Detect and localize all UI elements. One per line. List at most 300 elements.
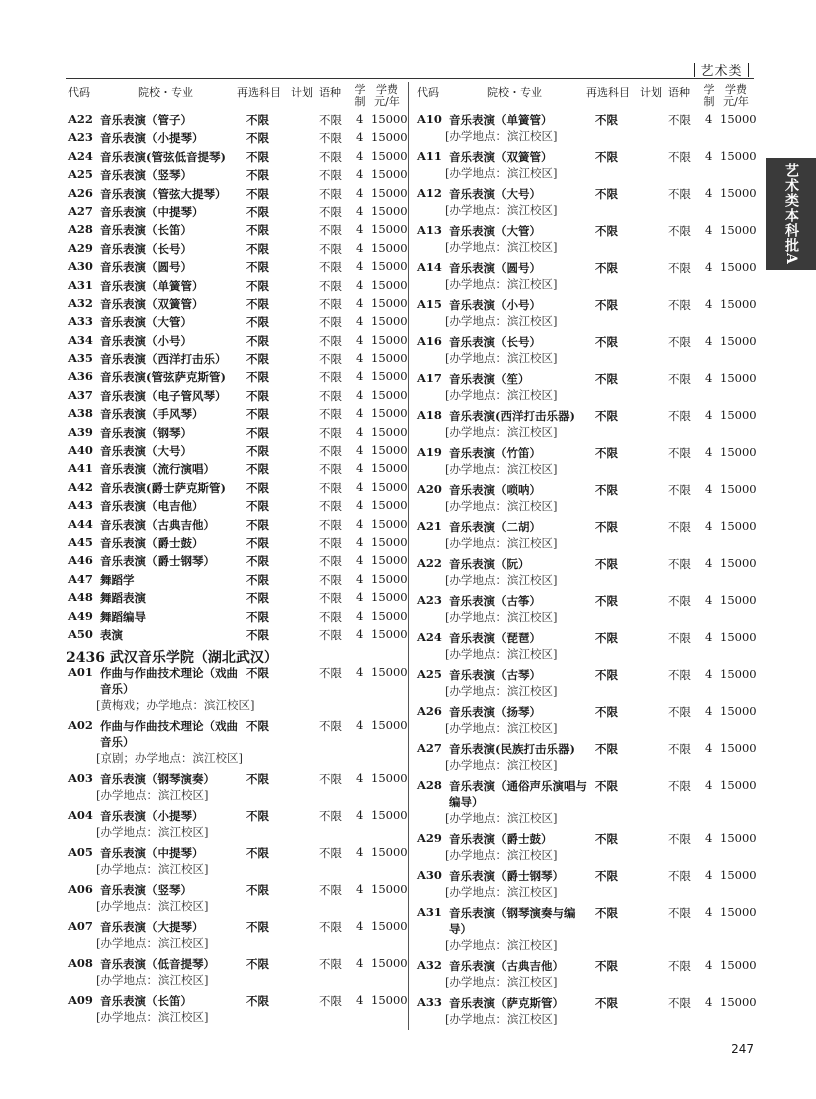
row-code: A05 [68, 845, 93, 860]
school-title: 2436 武汉音乐学院（湖北武汉） [66, 650, 278, 667]
table-row [66, 167, 406, 185]
row-years: 4 [356, 167, 364, 182]
row-fee: 15000 [371, 590, 408, 605]
table-row [415, 297, 755, 329]
row-code: A22 [417, 556, 442, 570]
row-subject: 不限 [246, 809, 269, 824]
table-row [415, 260, 755, 292]
column-divider [408, 82, 409, 1030]
row-code: A12 [417, 186, 442, 200]
row-note: [办学地点：滨江校区] [445, 536, 558, 550]
row-major: 音乐表演（笙） [449, 372, 530, 386]
row-lang: 不限 [668, 224, 691, 238]
table-row [415, 593, 755, 625]
row-fee: 15000 [720, 905, 757, 919]
table-row [415, 186, 755, 218]
header-plan: 计划 [291, 86, 313, 99]
row-major: 音乐表演（单簧管） [100, 278, 204, 293]
row-fee: 15000 [720, 519, 757, 533]
table-row [415, 149, 755, 181]
row-years: 4 [356, 443, 364, 458]
row-note: [办学地点：滨江校区] [445, 314, 558, 328]
row-subject: 不限 [246, 772, 269, 787]
table-row [415, 112, 755, 144]
row-lang: 不限 [319, 920, 342, 935]
row-years: 4 [356, 295, 364, 310]
row-major: 音乐表演（双簧管） [449, 150, 553, 164]
right-column-header [415, 82, 755, 112]
table-row [66, 590, 406, 608]
row-fee: 15000 [371, 277, 408, 292]
row-code: A30 [68, 259, 93, 274]
row-years: 4 [356, 130, 364, 145]
row-note: [办学地点：滨江校区] [445, 129, 558, 143]
row-note: [办学地点：滨江校区] [96, 973, 209, 988]
row-years: 4 [356, 665, 364, 680]
row-lang: 不限 [319, 315, 342, 330]
row-code: A32 [68, 295, 93, 310]
row-major: 音乐表演（大管） [100, 315, 192, 330]
row-fee: 15000 [371, 112, 408, 126]
row-years: 4 [356, 479, 364, 494]
table-row [66, 296, 406, 314]
table-row [66, 993, 406, 1025]
row-major: 音乐表演（圆号） [100, 260, 192, 275]
row-fee: 15000 [720, 186, 757, 200]
row-note: [办学地点：滨江校区] [445, 811, 558, 825]
row-lang: 不限 [319, 517, 342, 532]
row-lang: 不限 [668, 668, 691, 682]
row-years: 4 [356, 332, 364, 347]
row-years: 4 [356, 498, 364, 513]
row-lang: 不限 [319, 535, 342, 550]
row-years: 4 [356, 314, 364, 329]
header-bar-right [748, 63, 750, 77]
row-years: 4 [705, 778, 713, 792]
row-major: 音乐表演(西洋打击乐器) [449, 409, 575, 423]
row-fee: 15000 [371, 956, 408, 971]
row-lang: 不限 [319, 149, 342, 164]
left-rows-a [66, 112, 406, 645]
row-major: 音乐表演（阮） [449, 557, 530, 571]
header-years-bottom: 制 [354, 95, 366, 108]
row-lang: 不限 [668, 906, 691, 920]
table-row [415, 995, 755, 1027]
row-years: 4 [356, 919, 364, 934]
table-row [66, 130, 406, 148]
row-major: 音乐表演（长笛） [100, 223, 192, 238]
row-major: 音乐表演（中提琴） [100, 846, 204, 861]
row-note: [办学地点：滨江校区] [96, 862, 209, 877]
row-lang: 不限 [319, 609, 342, 624]
row-major: 音乐表演（长号） [100, 241, 192, 256]
table-row [66, 498, 406, 516]
row-code: A03 [68, 771, 93, 786]
row-years: 4 [705, 112, 713, 126]
row-lang: 不限 [319, 131, 342, 146]
table-row [415, 519, 755, 551]
row-major: 音乐表演（二胡） [449, 520, 541, 534]
row-fee: 15000 [720, 297, 757, 311]
row-years: 4 [705, 593, 713, 607]
row-major: 音乐表演（小号） [100, 333, 192, 348]
row-subject: 不限 [246, 591, 269, 606]
row-subject: 不限 [246, 957, 269, 972]
table-row [415, 445, 755, 477]
row-years: 4 [705, 260, 713, 274]
table-row [66, 369, 406, 387]
row-code: A18 [417, 408, 442, 422]
row-major: 音乐表演（爵士鼓） [100, 535, 204, 550]
row-fee: 15000 [371, 993, 408, 1008]
row-fee: 15000 [720, 445, 757, 459]
row-major: 音乐表演（萨克斯管） [449, 996, 564, 1010]
row-major: 音乐表演（大号） [449, 187, 541, 201]
row-note: [办学地点：滨江校区] [445, 610, 558, 624]
row-lang: 不限 [319, 407, 342, 422]
row-lang: 不限 [668, 113, 691, 127]
row-subject: 不限 [246, 168, 269, 183]
row-note: [办学地点：滨江校区] [96, 788, 209, 803]
table-row [66, 461, 406, 479]
row-years: 4 [705, 630, 713, 644]
row-major: 音乐表演（爵士钢琴） [449, 869, 564, 883]
header-plan: 计划 [640, 86, 662, 99]
row-major: 音乐表演（竖琴） [100, 883, 192, 898]
table-row [66, 572, 406, 590]
row-subject: 不限 [595, 996, 618, 1010]
row-lang: 不限 [319, 591, 342, 606]
row-subject: 不限 [246, 627, 269, 642]
row-subject: 不限 [246, 666, 269, 681]
row-fee: 15000 [720, 667, 757, 681]
row-years: 4 [356, 277, 364, 292]
row-code: A15 [417, 297, 442, 311]
header-fee-bottom: 元/年 [723, 95, 749, 108]
row-lang: 不限 [319, 666, 342, 681]
row-years: 4 [705, 334, 713, 348]
row-code: A08 [68, 956, 93, 971]
row-major: 音乐表演（通俗声乐演唱与编导） [449, 779, 587, 809]
left-rows-b [66, 665, 406, 1025]
row-code: A20 [417, 482, 442, 496]
row-lang: 不限 [668, 869, 691, 883]
header-fee-bottom: 元/年 [374, 95, 400, 108]
row-code: A41 [68, 461, 93, 476]
row-note: [办学地点：滨江校区] [445, 203, 558, 217]
table-row [66, 627, 406, 645]
row-subject: 不限 [246, 517, 269, 532]
row-subject: 不限 [246, 352, 269, 367]
top-rule [66, 78, 754, 79]
row-major: 作曲与作曲技术理论（戏曲音乐） [100, 719, 238, 750]
row-years: 4 [356, 424, 364, 439]
row-subject: 不限 [246, 370, 269, 385]
row-major: 音乐表演（大提琴） [100, 920, 204, 935]
table-row [66, 259, 406, 277]
row-code: A22 [68, 112, 93, 126]
table-row [66, 425, 406, 443]
header-category-text: 艺术类 [700, 64, 743, 79]
row-years: 4 [356, 259, 364, 274]
row-lang: 不限 [319, 444, 342, 459]
row-fee: 15000 [371, 240, 408, 255]
row-lang: 不限 [319, 204, 342, 219]
row-years: 4 [705, 482, 713, 496]
row-lang: 不限 [319, 883, 342, 898]
row-years: 4 [356, 112, 364, 126]
row-code: A35 [68, 351, 93, 366]
table-row [66, 535, 406, 553]
row-code: A49 [68, 608, 93, 623]
row-years: 4 [705, 297, 713, 311]
row-major: 音乐表演（小号） [449, 298, 541, 312]
row-code: A06 [68, 882, 93, 897]
row-years: 4 [356, 553, 364, 568]
table-row [415, 868, 755, 900]
row-note: [办学地点：滨江校区] [445, 684, 558, 698]
row-subject: 不限 [246, 572, 269, 587]
row-fee: 15000 [720, 704, 757, 718]
row-fee: 15000 [371, 185, 408, 200]
table-row [66, 278, 406, 296]
row-years: 4 [705, 519, 713, 533]
row-lang: 不限 [319, 168, 342, 183]
row-fee: 15000 [720, 112, 757, 126]
row-code: A40 [68, 443, 93, 458]
row-code: A27 [68, 203, 93, 218]
row-fee: 15000 [371, 479, 408, 494]
row-code: A25 [417, 667, 442, 681]
row-note: [办学地点：滨江校区] [96, 899, 209, 914]
row-years: 4 [356, 461, 364, 476]
row-major: 舞蹈编导 [100, 609, 146, 624]
row-years: 4 [705, 186, 713, 200]
row-years: 4 [356, 608, 364, 623]
row-years: 4 [356, 148, 364, 163]
header-fee [366, 84, 408, 108]
row-code: A07 [68, 919, 93, 934]
row-major: 舞蹈学 [100, 572, 135, 587]
table-row [415, 741, 755, 773]
row-major: 音乐表演（手风琴） [100, 407, 204, 422]
row-lang: 不限 [319, 846, 342, 861]
row-subject: 不限 [595, 594, 618, 608]
row-major: 音乐表演（双簧管） [100, 296, 204, 311]
header-lang: 语种 [668, 86, 690, 99]
row-subject: 不限 [595, 557, 618, 571]
row-fee: 15000 [720, 482, 757, 496]
table-row [415, 334, 755, 366]
row-subject: 不限 [246, 462, 269, 477]
row-major: 作曲与作曲技术理论（戏曲音乐） [100, 666, 238, 697]
table-row [415, 630, 755, 662]
row-lang: 不限 [668, 187, 691, 201]
row-major: 音乐表演（古琴） [449, 668, 541, 682]
row-years: 4 [705, 868, 713, 882]
row-fee: 15000 [371, 369, 408, 384]
row-fee: 15000 [371, 571, 408, 586]
row-lang: 不限 [668, 446, 691, 460]
row-fee: 15000 [371, 498, 408, 513]
row-lang: 不限 [668, 705, 691, 719]
row-code: A24 [417, 630, 442, 644]
row-lang: 不限 [319, 462, 342, 477]
row-fee: 15000 [371, 553, 408, 568]
row-years: 4 [705, 741, 713, 755]
row-lang: 不限 [319, 425, 342, 440]
row-major: 音乐表演（低音提琴） [100, 957, 215, 972]
row-fee: 15000 [371, 295, 408, 310]
header-school: 院校・专业 [138, 86, 193, 99]
row-lang: 不限 [668, 779, 691, 793]
row-subject: 不限 [595, 335, 618, 349]
row-subject: 不限 [595, 372, 618, 386]
table-row [66, 388, 406, 406]
header-fee [715, 84, 757, 108]
row-note: [办学地点：滨江校区] [445, 938, 558, 952]
row-fee: 15000 [720, 334, 757, 348]
row-lang: 不限 [668, 483, 691, 497]
row-major: 音乐表演（管子） [100, 113, 192, 127]
header-years-top: 学 [354, 83, 366, 96]
row-fee: 15000 [720, 408, 757, 422]
row-major: 音乐表演（古典吉他） [449, 959, 564, 973]
row-lang: 不限 [319, 296, 342, 311]
row-subject: 不限 [246, 609, 269, 624]
row-code: A04 [68, 808, 93, 823]
table-row [415, 704, 755, 736]
row-years: 4 [705, 445, 713, 459]
row-code: A33 [68, 314, 93, 329]
row-code: A17 [417, 371, 442, 385]
row-years: 4 [705, 704, 713, 718]
row-lang: 不限 [319, 572, 342, 587]
row-code: A44 [68, 516, 93, 531]
row-lang: 不限 [319, 370, 342, 385]
row-fee: 15000 [371, 534, 408, 549]
row-years: 4 [356, 516, 364, 531]
row-lang: 不限 [319, 186, 342, 201]
row-years: 4 [705, 995, 713, 1009]
row-note: [办学地点：滨江校区] [445, 848, 558, 862]
row-code: A45 [68, 534, 93, 549]
row-subject: 不限 [595, 705, 618, 719]
row-years: 4 [705, 149, 713, 163]
table-row [415, 223, 755, 255]
row-major: 音乐表演（大号） [100, 444, 192, 459]
table-row [66, 845, 406, 877]
row-fee: 15000 [720, 149, 757, 163]
header-school: 院校・专业 [487, 86, 542, 99]
row-years: 4 [356, 718, 364, 733]
row-major: 音乐表演（竖琴） [100, 168, 192, 183]
table-row [66, 808, 406, 840]
row-fee: 15000 [371, 203, 408, 218]
table-row [66, 241, 406, 259]
row-years: 4 [356, 203, 364, 218]
header-subject: 再选科目 [237, 86, 281, 99]
row-code: A27 [417, 741, 442, 755]
row-code: A26 [417, 704, 442, 718]
row-years: 4 [356, 185, 364, 200]
row-fee: 15000 [371, 919, 408, 934]
row-lang: 不限 [319, 333, 342, 348]
table-row [66, 919, 406, 951]
row-subject: 不限 [246, 535, 269, 550]
header-code: 代码 [417, 86, 439, 99]
row-lang: 不限 [319, 809, 342, 824]
row-years: 4 [356, 993, 364, 1008]
row-years: 4 [356, 882, 364, 897]
row-years: 4 [356, 387, 364, 402]
row-note: [京剧；办学地点：滨江校区] [96, 751, 243, 766]
row-note: [办学地点：滨江校区] [445, 166, 558, 180]
row-subject: 不限 [246, 131, 269, 146]
row-code: A32 [417, 958, 442, 972]
row-major: 音乐表演（琵琶） [449, 631, 541, 645]
row-code: A19 [417, 445, 442, 459]
row-fee: 15000 [371, 222, 408, 237]
table-row [66, 480, 406, 498]
row-lang: 不限 [319, 113, 342, 127]
row-lang: 不限 [319, 388, 342, 403]
table-row [66, 186, 406, 204]
row-lang: 不限 [319, 994, 342, 1009]
row-fee: 15000 [371, 516, 408, 531]
row-subject: 不限 [595, 631, 618, 645]
row-code: A10 [417, 112, 442, 126]
row-major: 音乐表演(爵士萨克斯管) [100, 480, 226, 495]
row-major: 音乐表演（中提琴） [100, 204, 204, 219]
row-fee: 15000 [720, 260, 757, 274]
row-lang: 不限 [319, 241, 342, 256]
table-row [415, 667, 755, 699]
row-fee: 15000 [371, 351, 408, 366]
row-years: 4 [356, 956, 364, 971]
row-fee: 15000 [720, 741, 757, 755]
row-code: A11 [417, 149, 442, 163]
row-code: A26 [68, 185, 93, 200]
row-note: [办学地点：滨江校区] [445, 499, 558, 513]
row-subject: 不限 [595, 446, 618, 460]
row-years: 4 [356, 808, 364, 823]
row-note: [办学地点：滨江校区] [445, 388, 558, 402]
table-row [66, 882, 406, 914]
row-fee: 15000 [371, 461, 408, 476]
row-subject: 不限 [595, 483, 618, 497]
header-fee-top: 学费 [376, 83, 398, 96]
table-row [66, 517, 406, 535]
row-fee: 15000 [720, 593, 757, 607]
table-row [415, 556, 755, 588]
row-years: 4 [356, 771, 364, 786]
header-bar-left [694, 63, 696, 77]
row-subject: 不限 [246, 444, 269, 459]
row-lang: 不限 [668, 742, 691, 756]
row-major: 舞蹈表演 [100, 591, 146, 606]
row-major: 音乐表演（圆号） [449, 261, 541, 275]
row-code: A29 [68, 240, 93, 255]
row-subject: 不限 [246, 204, 269, 219]
left-column-header [66, 82, 406, 112]
row-lang: 不限 [319, 278, 342, 293]
row-code: A39 [68, 424, 93, 439]
row-code: A47 [68, 571, 93, 586]
row-subject: 不限 [246, 278, 269, 293]
row-lang: 不限 [319, 352, 342, 367]
table-row [66, 314, 406, 332]
